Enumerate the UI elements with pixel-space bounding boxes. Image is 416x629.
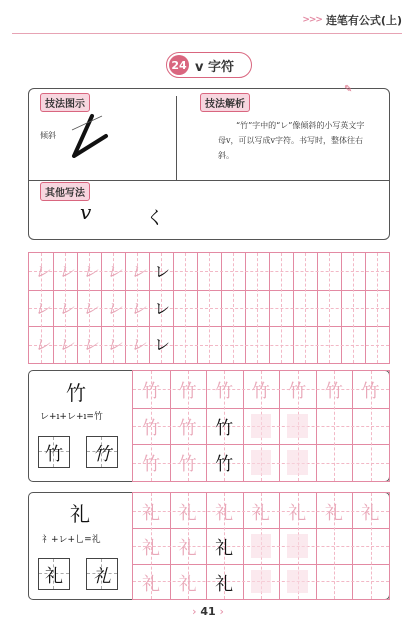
ghost-block [287, 570, 308, 593]
practice-trace-char: 竹 [178, 417, 197, 439]
slant-label: 倾斜 [40, 131, 56, 140]
ghost-block [287, 450, 308, 475]
practice-1-example-2: 竹 [86, 436, 118, 468]
practice-trace-char: 礼 [142, 503, 160, 524]
practice-trace-char: 竹 [142, 454, 160, 476]
stroke-trace-char: レ [34, 262, 51, 281]
practice-2-formula: 礻+レ+乚=礼 [42, 535, 101, 545]
practice-2-example-2: 礼 [86, 558, 118, 590]
practice-trace-char: 竹 [251, 381, 270, 402]
pen-icon: ✎ [344, 84, 353, 95]
practice-solid-char: 礼 [215, 573, 234, 595]
practice-trace-char: 礼 [215, 503, 234, 524]
stroke-trace-char: レ [82, 298, 99, 318]
technique-horizontal-divider [28, 180, 390, 181]
page-arrow-right-icon: › [219, 605, 224, 618]
ghost-block [287, 414, 308, 439]
stroke-trace-char: レ [130, 298, 147, 318]
practice-trace-char: 礼 [178, 573, 197, 595]
stroke-solid-char: レ [154, 335, 171, 355]
stroke-trace-char: レ [34, 335, 51, 355]
diagram-label: 技法图示 [40, 93, 90, 112]
practice-1-char: 竹 [66, 381, 86, 405]
practice-trace-char: 礼 [142, 573, 160, 595]
stroke-trace-char: レ [106, 335, 123, 355]
ghost-block [287, 534, 308, 557]
practice-2-grid [132, 492, 390, 600]
analysis-label: 技法解析 [200, 93, 250, 112]
technique-explanation: “竹”字中的“レ”像倾斜的小写英文字母v，可以写成v字符。书写时，整体往右斜。 [218, 121, 365, 160]
stroke-trace-char: レ [106, 262, 123, 281]
stroke-trace-char: レ [58, 298, 75, 318]
stroke-trace-char: レ [130, 262, 147, 281]
practice-2-example-1: 礼 [38, 558, 70, 590]
practice-trace-char: 竹 [324, 381, 343, 402]
alt-form-1: v [80, 200, 92, 224]
alt-form-2: く [146, 208, 164, 229]
practice-solid-char: 竹 [215, 417, 234, 439]
stroke-practice-grid [28, 252, 390, 364]
page-header-title [302, 12, 402, 28]
page-number-text: 41 [200, 605, 216, 618]
stroke-diagram [62, 112, 112, 168]
header-arrows-icon: >>> [302, 15, 322, 25]
stroke-trace-char: レ [82, 262, 99, 281]
practice-trace-char: 竹 [178, 381, 197, 402]
stroke-trace-char: レ [106, 298, 123, 318]
stroke-trace-char: レ [34, 298, 51, 318]
stroke-trace-char: レ [58, 262, 75, 281]
practice-trace-char: 竹 [178, 454, 197, 476]
stroke-trace-char: レ [130, 335, 147, 355]
ghost-block [251, 450, 272, 475]
header-title-text: 连笔有公式(上) [325, 14, 402, 27]
practice-trace-char: 礼 [324, 503, 343, 524]
ghost-block [251, 414, 272, 439]
lesson-title: v 字符 [195, 59, 235, 75]
lesson-number: 24 [169, 55, 189, 75]
practice-1-formula: レ+ı+レ+ı=竹 [40, 412, 103, 422]
page-arrow-left-icon: › [192, 605, 197, 618]
lesson-badge [166, 52, 252, 78]
stroke-trace-char: レ [82, 335, 99, 355]
technique-vertical-divider [176, 96, 177, 180]
practice-trace-char: 竹 [215, 381, 234, 402]
ghost-block [251, 570, 272, 593]
practice-trace-char: 礼 [361, 503, 380, 524]
practice-trace-char: 礼 [178, 538, 197, 560]
practice-trace-char: 竹 [142, 417, 160, 439]
ghost-block [251, 534, 272, 557]
stroke-trace-char: レ [58, 335, 75, 355]
practice-1-grid [132, 370, 390, 482]
practice-trace-char: 礼 [288, 503, 307, 524]
practice-trace-char: 竹 [288, 381, 307, 402]
practice-trace-char: 礼 [251, 503, 270, 524]
header-divider [12, 33, 402, 34]
page-number [0, 605, 416, 618]
practice-1-example-1: 竹 [38, 436, 70, 468]
stroke-solid-char: レ [154, 298, 171, 318]
practice-solid-char: 竹 [215, 454, 234, 476]
other-forms-label: 其他写法 [40, 182, 90, 201]
practice-2-char: 礼 [70, 502, 90, 526]
practice-trace-char: 竹 [142, 381, 160, 402]
stroke-solid-char: レ [154, 262, 171, 281]
practice-solid-char: 礼 [215, 538, 234, 560]
practice-trace-char: 礼 [178, 503, 197, 524]
practice-trace-char: 礼 [142, 538, 160, 560]
practice-trace-char: 竹 [361, 381, 380, 402]
